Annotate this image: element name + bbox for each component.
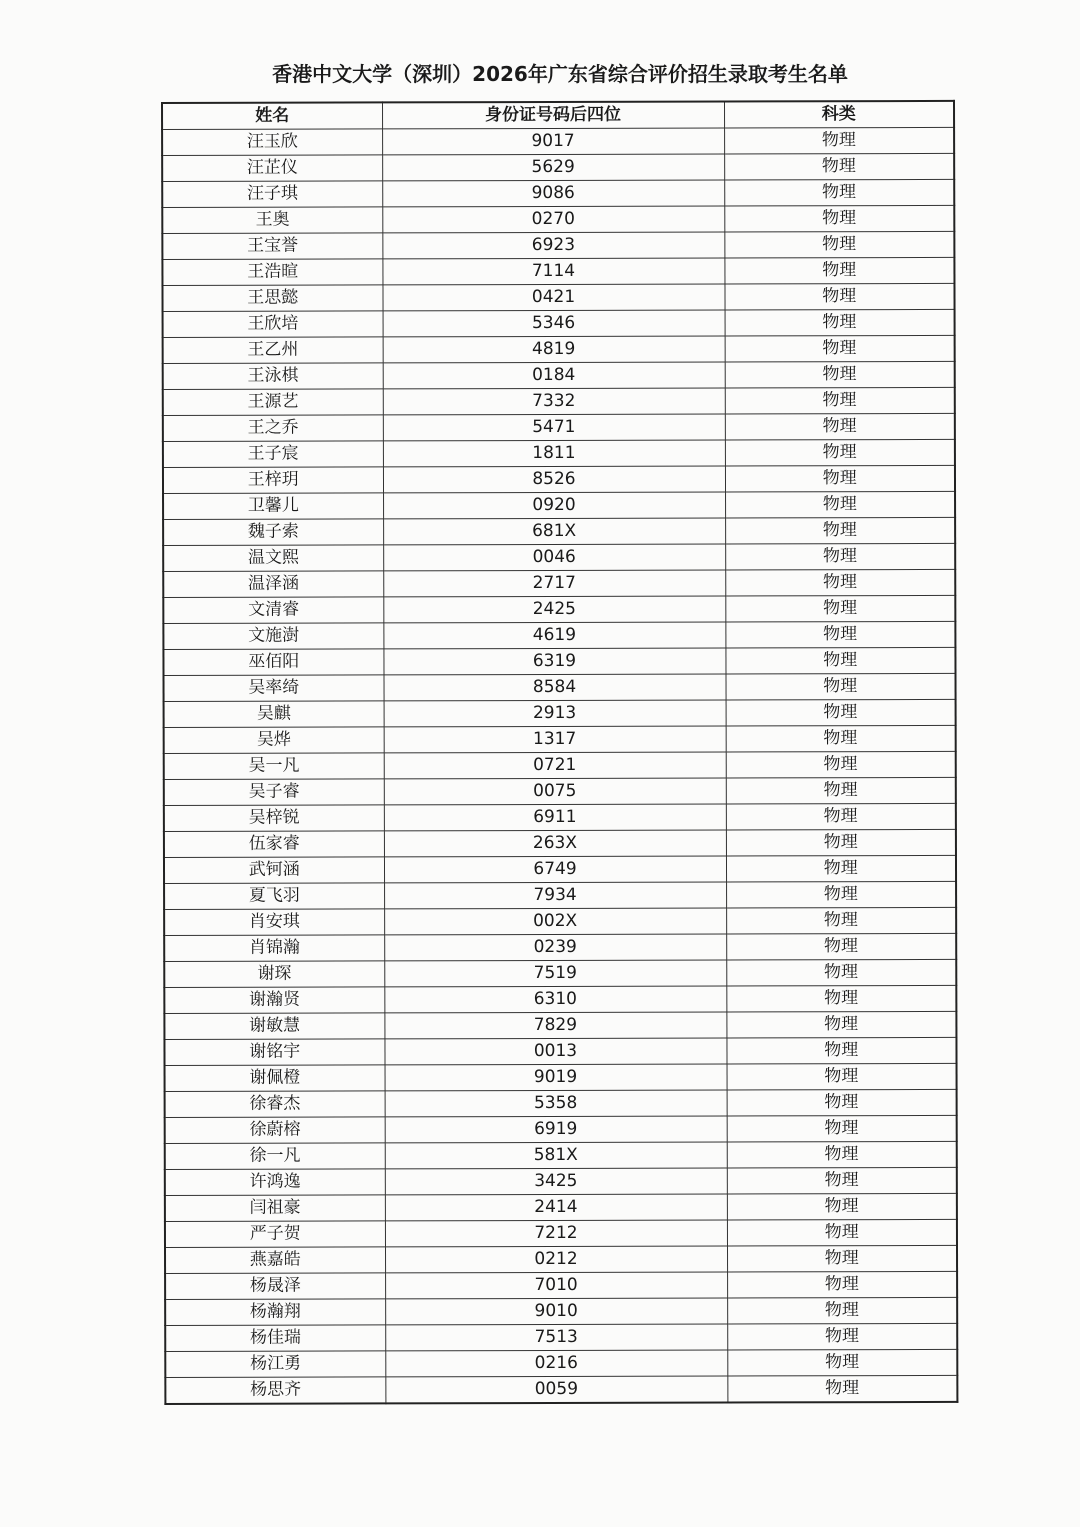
header-id-last-four: 身份证号码后四位 (382, 102, 724, 129)
subject-category: 物理 (727, 1349, 957, 1376)
student-name: 谢敏慧 (164, 1013, 384, 1040)
id-last-four: 6923 (382, 232, 724, 259)
header-name: 姓名 (162, 102, 382, 129)
table-row (163, 335, 955, 363)
student-name: 谢琛 (164, 961, 384, 988)
table-row (165, 1375, 957, 1404)
table-row (164, 1037, 956, 1065)
subject-category: 物理 (727, 1219, 957, 1246)
table-row (163, 413, 955, 441)
student-name: 王思懿 (162, 285, 382, 312)
student-name: 闫祖豪 (165, 1195, 385, 1222)
id-last-four: 9010 (385, 1298, 727, 1325)
subject-category: 物理 (727, 1063, 957, 1090)
id-last-four: 5346 (383, 310, 725, 337)
id-last-four: 2425 (383, 596, 725, 623)
id-last-four: 581X (385, 1142, 727, 1169)
id-last-four: 2913 (384, 700, 726, 727)
student-name: 吴麒 (164, 701, 384, 728)
id-last-four: 6911 (384, 804, 726, 831)
subject-category: 物理 (725, 491, 955, 518)
table-row (162, 283, 954, 311)
id-last-four: 9019 (385, 1064, 727, 1091)
subject-category: 物理 (725, 413, 955, 440)
id-last-four: 1317 (384, 726, 726, 753)
table-row (163, 491, 955, 519)
subject-category: 物理 (727, 1089, 957, 1116)
id-last-four: 7010 (385, 1272, 727, 1299)
subject-category: 物理 (726, 725, 956, 752)
student-name: 徐蔚榕 (165, 1117, 385, 1144)
table-row (164, 933, 956, 961)
student-name: 燕嘉皓 (165, 1247, 385, 1274)
table-row (163, 387, 955, 415)
table-row (165, 1089, 957, 1117)
table-row (163, 517, 955, 545)
table-row (164, 881, 956, 909)
student-name: 文清睿 (163, 597, 383, 624)
subject-category: 物理 (727, 1167, 957, 1194)
table-row (163, 439, 955, 467)
table-row (163, 595, 955, 623)
student-name: 王泳棋 (163, 363, 383, 390)
id-last-four: 0270 (382, 206, 724, 233)
id-last-four: 0920 (383, 492, 725, 519)
student-name: 汪芷仪 (162, 155, 382, 182)
id-last-four: 681X (383, 518, 725, 545)
subject-category: 物理 (724, 127, 954, 154)
table-row (163, 361, 955, 389)
id-last-four: 7519 (384, 960, 726, 987)
student-name: 武钶涵 (164, 857, 384, 884)
student-name: 杨瀚翔 (165, 1299, 385, 1326)
student-name: 王乙州 (163, 337, 383, 364)
subject-category: 物理 (726, 881, 956, 908)
subject-category: 物理 (727, 1323, 957, 1350)
table-row (164, 673, 956, 701)
subject-category: 物理 (724, 153, 954, 180)
student-name: 卫馨儿 (163, 493, 383, 520)
table-row (165, 1323, 957, 1351)
id-last-four: 263X (384, 830, 726, 857)
id-last-four: 002X (384, 908, 726, 935)
table-row (163, 621, 955, 649)
id-last-four: 9017 (382, 128, 724, 155)
admission-table (161, 100, 958, 1405)
table-row (162, 179, 954, 207)
table-row (163, 543, 955, 571)
subject-category: 物理 (725, 621, 955, 648)
student-name: 肖安琪 (164, 909, 384, 936)
id-last-four: 7829 (384, 1012, 726, 1039)
subject-category: 物理 (726, 777, 956, 804)
id-last-four: 5471 (383, 414, 725, 441)
subject-category: 物理 (727, 1245, 957, 1272)
id-last-four: 0239 (384, 934, 726, 961)
subject-category: 物理 (727, 1115, 957, 1142)
student-name: 杨晟泽 (165, 1273, 385, 1300)
id-last-four: 6310 (384, 986, 726, 1013)
student-name: 王宝誉 (162, 233, 382, 260)
table-row (163, 309, 955, 337)
student-name: 王子宸 (163, 441, 383, 468)
student-name: 吴率绮 (164, 675, 384, 702)
id-last-four: 0046 (383, 544, 725, 571)
table-row (162, 127, 954, 155)
student-name: 严子贺 (165, 1221, 385, 1248)
student-name: 巫佰阳 (163, 649, 383, 676)
subject-category: 物理 (724, 231, 954, 258)
subject-category: 物理 (725, 361, 955, 388)
table-row (164, 1011, 956, 1039)
admission-list (161, 100, 956, 1405)
table-row (164, 725, 956, 753)
student-name: 吴烨 (164, 727, 384, 754)
student-name: 王浩暄 (162, 259, 382, 286)
student-name: 谢铭宇 (164, 1039, 384, 1066)
subject-category: 物理 (725, 569, 955, 596)
student-name: 夏飞羽 (164, 883, 384, 910)
table-row (163, 569, 955, 597)
student-name: 王欣培 (163, 311, 383, 338)
table-row (164, 855, 956, 883)
table-row (164, 985, 956, 1013)
id-last-four: 7212 (385, 1220, 727, 1247)
id-last-four: 0013 (384, 1038, 726, 1065)
student-name: 徐一凡 (165, 1143, 385, 1170)
student-name: 杨佳瑞 (165, 1325, 385, 1352)
student-name: 王源艺 (163, 389, 383, 416)
subject-category: 物理 (726, 803, 956, 830)
table-row (165, 1063, 957, 1091)
table-row (164, 959, 956, 987)
student-name: 谢瀚贤 (164, 987, 384, 1014)
page-title: 香港中文大学（深圳）2026年广东省综合评价招生录取考生名单 (272, 62, 848, 86)
subject-category: 物理 (725, 309, 955, 336)
table-body (162, 127, 957, 1404)
id-last-four: 7513 (385, 1324, 727, 1351)
id-last-four: 0421 (382, 284, 724, 311)
id-last-four: 0212 (385, 1246, 727, 1273)
subject-category: 物理 (727, 1297, 957, 1324)
id-last-four: 0075 (384, 778, 726, 805)
table-row (162, 205, 954, 233)
id-last-four: 7332 (383, 388, 725, 415)
id-last-four: 3425 (385, 1168, 727, 1195)
table-row (162, 231, 954, 259)
student-name: 吴梓锐 (164, 805, 384, 832)
id-last-four: 4619 (383, 622, 725, 649)
id-last-four: 6319 (383, 648, 725, 675)
table-row (164, 699, 956, 727)
subject-category: 物理 (727, 1141, 957, 1168)
id-last-four: 6919 (385, 1116, 727, 1143)
table-row (164, 777, 956, 805)
table-row (165, 1219, 957, 1247)
student-name: 魏子索 (163, 519, 383, 546)
table-header-row (162, 101, 954, 130)
subject-category: 物理 (724, 283, 954, 310)
id-last-four: 7114 (382, 258, 724, 285)
student-name: 王梓玥 (163, 467, 383, 494)
table-row (165, 1141, 957, 1169)
table-row (165, 1271, 957, 1299)
student-name: 伍家睿 (164, 831, 384, 858)
student-name: 王之乔 (163, 415, 383, 442)
subject-category: 物理 (727, 1271, 957, 1298)
subject-category: 物理 (725, 595, 955, 622)
table-row (163, 465, 955, 493)
subject-category: 物理 (726, 855, 956, 882)
subject-category: 物理 (725, 543, 955, 570)
id-last-four: 6749 (384, 856, 726, 883)
student-name: 肖锦瀚 (164, 935, 384, 962)
id-last-four: 0184 (383, 362, 725, 389)
table-row (165, 1167, 957, 1195)
table-row (165, 1245, 957, 1273)
table-row (164, 803, 956, 831)
subject-category: 物理 (724, 179, 954, 206)
header-subject-category: 科类 (724, 101, 954, 128)
table-row (162, 257, 954, 285)
id-last-four: 9086 (382, 180, 724, 207)
id-last-four: 8526 (383, 466, 725, 493)
subject-category: 物理 (726, 1011, 956, 1038)
subject-category: 物理 (727, 1193, 957, 1220)
subject-category: 物理 (726, 959, 956, 986)
student-name: 汪玉欣 (162, 129, 382, 156)
table-row (164, 829, 956, 857)
id-last-four: 4819 (383, 336, 725, 363)
student-name: 汪子琪 (162, 181, 382, 208)
subject-category: 物理 (726, 829, 956, 856)
subject-category: 物理 (725, 647, 955, 674)
subject-category: 物理 (726, 907, 956, 934)
student-name: 温文熙 (163, 545, 383, 572)
id-last-four: 0216 (385, 1350, 727, 1377)
table-row (165, 1349, 957, 1377)
id-last-four: 0721 (384, 752, 726, 779)
id-last-four: 5358 (385, 1090, 727, 1117)
id-last-four: 0059 (385, 1376, 727, 1403)
subject-category: 物理 (726, 933, 956, 960)
subject-category: 物理 (725, 673, 955, 700)
table-row (165, 1297, 957, 1325)
table-row (165, 1193, 957, 1221)
subject-category: 物理 (725, 335, 955, 362)
student-name: 王奥 (162, 207, 382, 234)
id-last-four: 2717 (383, 570, 725, 597)
subject-category: 物理 (726, 751, 956, 778)
subject-category: 物理 (724, 257, 954, 284)
id-last-four: 1811 (383, 440, 725, 467)
subject-category: 物理 (724, 205, 954, 232)
table-row (162, 153, 954, 181)
subject-category: 物理 (725, 439, 955, 466)
id-last-four: 8584 (384, 674, 726, 701)
student-name: 谢佩橙 (165, 1065, 385, 1092)
id-last-four: 5629 (382, 154, 724, 181)
subject-category: 物理 (726, 985, 956, 1012)
subject-category: 物理 (726, 1037, 956, 1064)
id-last-four: 2414 (385, 1194, 727, 1221)
subject-category: 物理 (726, 699, 956, 726)
subject-category: 物理 (727, 1375, 957, 1402)
subject-category: 物理 (725, 465, 955, 492)
student-name: 杨江勇 (165, 1351, 385, 1378)
subject-category: 物理 (725, 387, 955, 414)
table-row (163, 647, 955, 675)
table-row (164, 751, 956, 779)
id-last-four: 7934 (384, 882, 726, 909)
student-name: 吴一凡 (164, 753, 384, 780)
student-name: 吴子睿 (164, 779, 384, 806)
student-name: 温泽涵 (163, 571, 383, 598)
table-row (164, 907, 956, 935)
student-name: 许鸿逸 (165, 1169, 385, 1196)
table-row (165, 1115, 957, 1143)
student-name: 文施澍 (163, 623, 383, 650)
subject-category: 物理 (725, 517, 955, 544)
student-name: 徐睿杰 (165, 1091, 385, 1118)
student-name: 杨思齐 (165, 1377, 385, 1404)
